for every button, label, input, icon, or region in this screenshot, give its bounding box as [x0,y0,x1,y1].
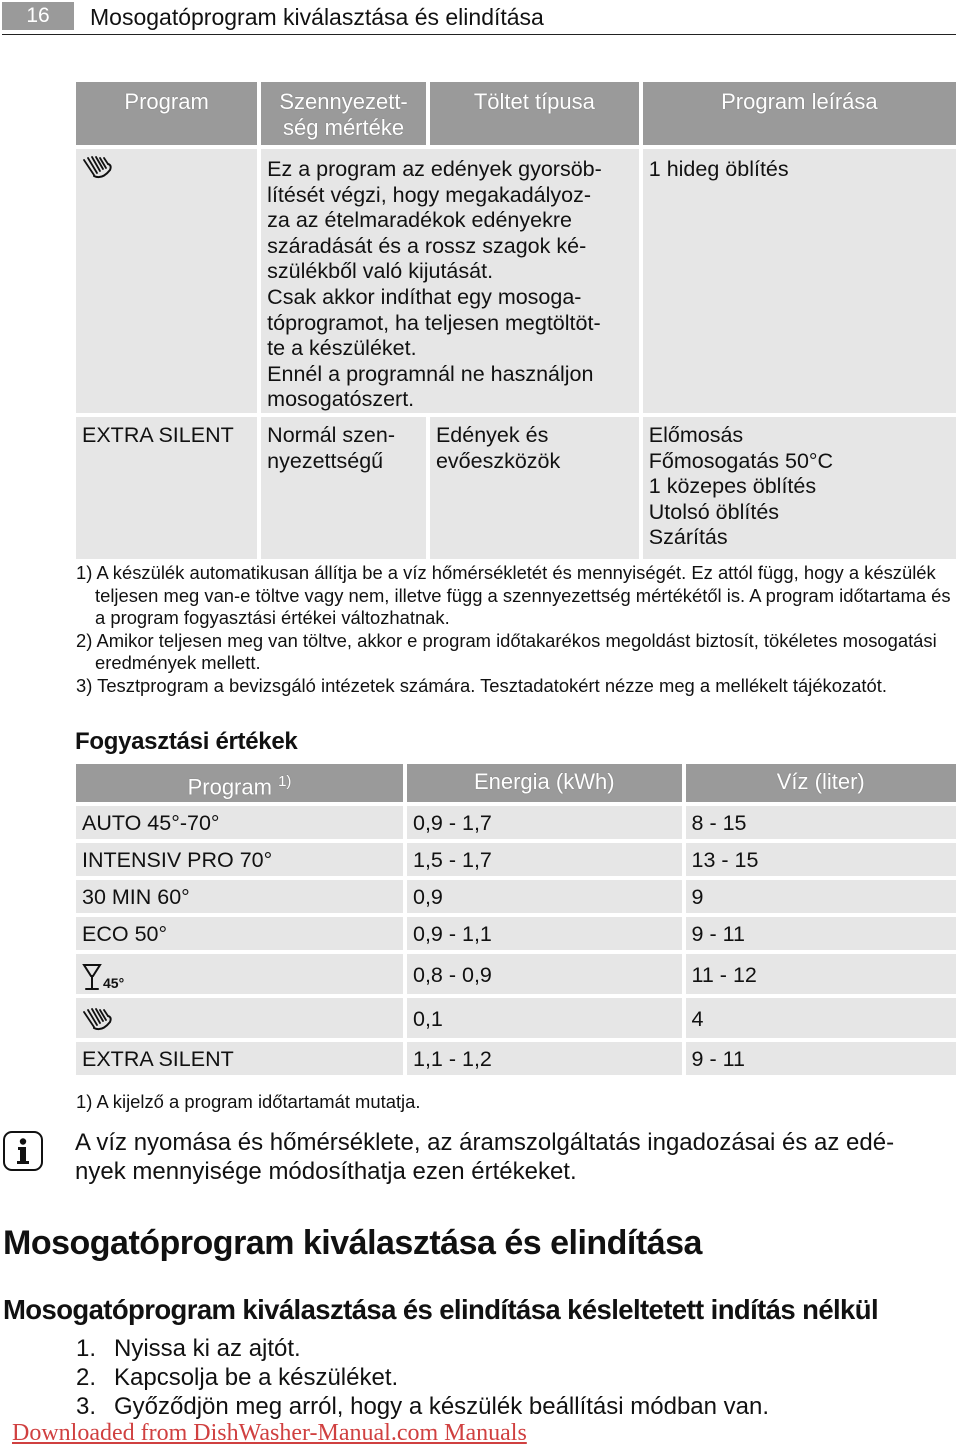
consumption-heading: Fogyasztási értékek [75,728,298,755]
header-program-description: Program leírása [643,82,956,145]
prewash-description [261,149,639,413]
table-row [76,149,956,413]
description-line: mosogatószert. [267,387,415,412]
program-cell [76,954,403,994]
step-text: Kapcsolja be a készüléket. [114,1364,399,1391]
table-row [76,998,956,1038]
water-cell: 9 - 11 [686,1042,956,1075]
list-item [76,1363,769,1392]
info-icon [3,1131,43,1171]
footnote: 1) A készülék automatikusan állítja be a víz hőmérsékletét és mennyiségét. Ez attól függ, hogy a készülék teljesen meg van-e töltve vagy nem, illetve függ a szennyezettség mértékétől is. A program időtartama és a program fogyasztási értékei változhatnak. [76,562,951,628]
program-cell: 30 MIN 60° [76,880,403,913]
energy-cell: 0,1 [407,998,682,1038]
consumption-table [72,760,960,1079]
list-item [76,1334,769,1363]
footnote: 2) Amikor teljesen meg van töltve, akkor e program időtakarékos megoldást biztosít, tökéletes mosogatási eredmények mellett. [76,629,937,673]
water-cell: 9 [686,880,956,913]
consumption-footnote: 1) A kijelző a program időtartamát mutatja. [76,1091,421,1112]
header-water: Víz (liter) [686,764,956,802]
step-text: Győződjön meg arról, hogy a készülék beállítási módban van. [114,1393,770,1420]
energy-cell: 0,8 - 0,9 [407,954,682,994]
water-cell: 11 - 12 [686,954,956,994]
header-program-label: Program [187,774,272,800]
soil-level-cell: Normál szen- nyezettségű [261,417,426,559]
list-item [76,1392,769,1421]
program-cell [76,998,403,1038]
program-table [72,78,960,563]
prewash-spray-icon [82,155,251,183]
energy-cell: 0,9 - 1,1 [407,917,682,950]
table-row [76,417,956,559]
program-cell: AUTO 45°-70° [76,806,403,839]
steps-list [76,1334,769,1421]
energy-cell: 0,9 - 1,7 [407,806,682,839]
program-cell [76,149,257,413]
table-row [76,954,956,994]
energy-cell: 1,5 - 1,7 [407,843,682,876]
header-program: Program [76,82,257,145]
description-line: lítését végzi, hogy megakadályoz- [267,182,592,207]
load-type-cell: Edények és evőeszközök [430,417,639,559]
program-cell: EXTRA SILENT [76,1042,403,1075]
table-row [76,917,956,950]
program-cell: ECO 50° [76,917,403,950]
header-program-footnote-mark: 1) [278,773,292,790]
program-cell: INTENSIV PRO 70° [76,843,403,876]
description-line: Csak akkor indíthat egy mosoga- [267,284,582,309]
header-program [76,764,403,802]
table-row [76,806,956,839]
program-description-cell: 1 hideg öblítés [643,149,956,413]
footnotes [76,562,960,697]
water-cell: 9 - 11 [686,917,956,950]
page-number: 16 [2,2,74,30]
running-title: Mosogatóprogram kiválasztása és elindítása [90,4,544,30]
header-energy: Energia (kWh) [407,764,682,802]
description-line: te a készüléket. [267,336,417,361]
glass-icon-label: 45° [103,974,125,991]
description-line: Ennél a programnál ne használjon [267,361,594,386]
table-row [76,1042,956,1075]
section-subheading: Mosogatóprogram kiválasztása és elindítása késleltetett indítás nélkül [3,1294,878,1325]
step-number: 1. [76,1335,97,1362]
header-soil-level: Szennyezett- ség mértéke [261,82,426,145]
description-line: za az ételmaradékok edényekre [267,208,572,233]
description-line: Ez a program az edények gyorsöb- [267,157,602,181]
header-divider [2,34,956,35]
description-line: szülékből való kijutását. [267,259,494,284]
step-number: 2. [76,1364,97,1391]
footnote: 3) Tesztprogram a bevizsgáló intézetek számára. Tesztadatokért nézze meg a mellékelt tájékozatót. [76,674,887,696]
description-line: tóprogramot, ha teljesen megtöltöt- [267,310,601,335]
prewash-spray-icon [82,1007,114,1035]
water-cell: 4 [686,998,956,1038]
section-heading: Mosogatóprogram kiválasztása és elindítása [3,1224,702,1262]
table-row [76,880,956,913]
info-text: A víz nyomása és hőmérséklete, az áramszolgáltatás ingadozásai és az edé- nyek mennyisége módosíthatja ezen értékeket. [75,1129,895,1185]
water-cell: 8 - 15 [686,806,956,839]
table-row [76,843,956,876]
energy-cell: 1,1 - 1,2 [407,1042,682,1075]
step-number: 3. [76,1393,97,1420]
step-text: Nyissa ki az ajtót. [114,1335,301,1362]
glass-45-icon [82,963,124,991]
page-header [0,0,960,36]
download-link[interactable]: Downloaded from DishWasher-Manual.com Manuals [12,1420,527,1446]
program-cell: EXTRA SILENT [76,417,257,559]
program-description-cell: Előmosás Főmosogatás 50°C 1 közepes öblítés Utolsó öblítés Szárítás [643,417,956,559]
energy-cell: 0,9 [407,880,682,913]
header-load-type: Töltet típusa [430,82,639,145]
description-line: száradását és a rossz szagok ké- [267,233,587,258]
water-cell: 13 - 15 [686,843,956,876]
